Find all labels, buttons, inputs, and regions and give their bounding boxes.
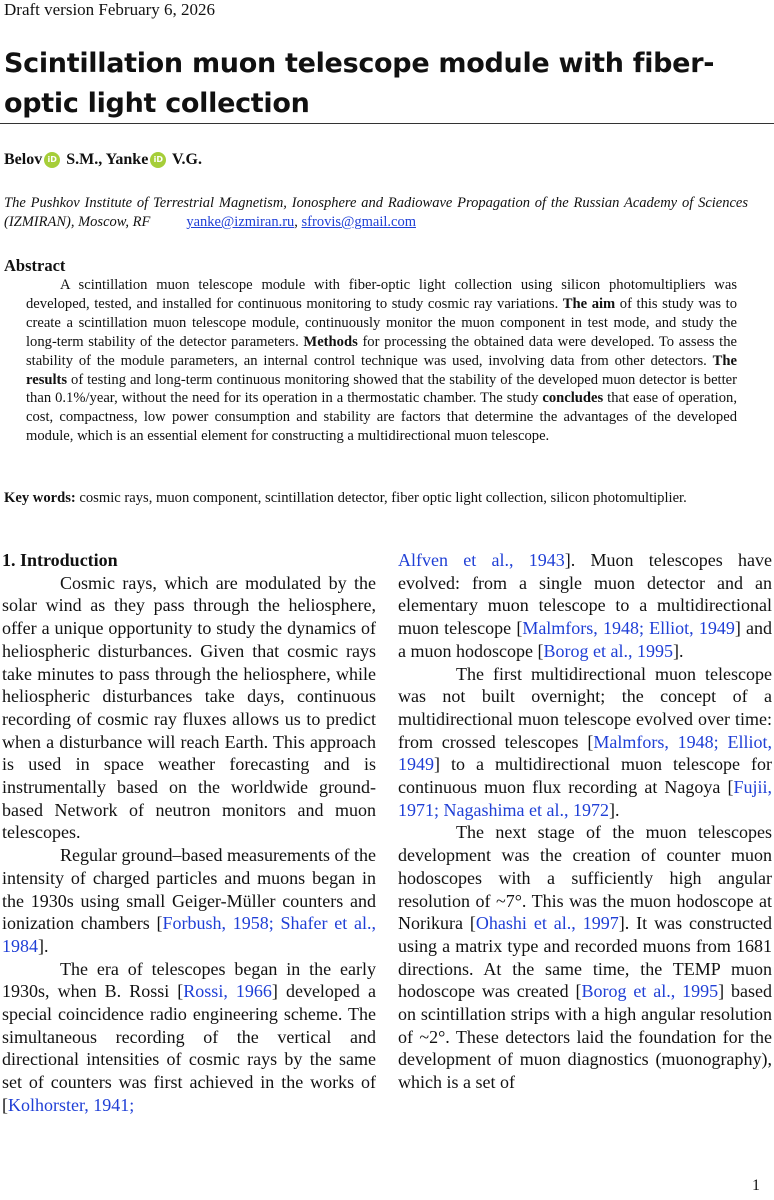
- section-heading-introduction: 1. Introduction: [2, 550, 118, 570]
- citation-link[interactable]: Ohashi et al., 1997: [475, 913, 619, 934]
- paragraph-text: ].: [672, 640, 684, 661]
- keywords-label: Key words:: [4, 490, 76, 506]
- paragraph-text: ] based on scintillation strips with a high angular resolution of ~2°. These detectors laid the foundation for the development of muon diagnostics (muonography), which is a set of: [398, 981, 772, 1093]
- paragraph-text: ] developed a special coincidence radio engineering scheme. The simultaneous recording of the vertical and directional intensities of cosmic rays by the same set of counters was first achieved in the works of [: [2, 981, 376, 1115]
- citation-link[interactable]: Malmfors, 1948; Elliot, 1949: [522, 618, 735, 639]
- paragraph-text: ]. It was constructed using a matrix type and recorded muons from 1681 directions. At the same time, the TEMP muon hodoscope was created [: [398, 913, 772, 1002]
- paper-title: Scintillation muon telescope module with fiber-optic light collection: [4, 48, 715, 119]
- citation-link[interactable]: Borog et al., 1995: [543, 640, 673, 661]
- paragraph-text: ] and a muon hodoscope [: [398, 618, 772, 661]
- orcid-icon[interactable]: iD: [44, 152, 60, 168]
- abstract-text: of testing and long-term continuous monitoring showed that the stability of the developed muon detector is better than 0.1%/year, without the need for its operation in a thermostatic chamber. The study: [26, 371, 737, 407]
- paragraph: Cosmic rays, which are modulated by the solar wind as they pass through the heliosphere, offer a unique opportunity to study the dynamics of heliospheric disturbances. Given that cosmic rays take minutes to pass through the heliosphere, while heliospheric disturbances take days, continuous recording of cosmic ray fluxes allows us to predict when a disturbance will reach Earth. This approach is used in space weather forecasting and is instrumentally based on the worldwide ground-based Network of neutron monitors and muon telescopes.: [2, 572, 376, 843]
- orcid-icon[interactable]: iD: [150, 152, 166, 168]
- right-column: [398, 549, 772, 1094]
- paragraph: [398, 663, 772, 822]
- abstract-text: that ease of operation, cost, compactness, low power consumption and stability are factors that determine the advantages of the developed module, which is an essential element for constructing a multidirectional muon telescope.: [26, 390, 737, 445]
- author-line: [4, 149, 202, 171]
- paragraph-text: ].: [608, 799, 620, 820]
- citation-link[interactable]: Malmfors, 1948; Elliot, 1949: [398, 731, 772, 775]
- abstract-text: for processing the obtained data were developed. To assess the stability of the module parameters, an internal control technique was used, involving data from other detectors.: [26, 333, 737, 369]
- paragraph-text: The era of telescopes began in the early 1930s, when B. Rossi [: [2, 958, 376, 1002]
- citation-link[interactable]: Forbush, 1958; Shafer et al., 1984: [2, 913, 377, 956]
- paragraph: [398, 821, 772, 1093]
- paragraph-text: Regular ground–based measurements of the intensity of charged particles and muons began in the 1930s using small Geiger-Müller counters and ionization chambers [: [2, 845, 376, 934]
- paragraph: [398, 549, 772, 663]
- paragraph-text: ]. Muon telescopes have evolved: from a single muon detector and an elementary muon telescope to a multidirectional muon telescope [: [398, 550, 773, 639]
- keywords: [4, 489, 771, 508]
- author-1-name: Belov: [4, 151, 43, 168]
- paragraph: [2, 958, 376, 1117]
- citation-link[interactable]: Borog et al., 1995: [581, 981, 719, 1002]
- draft-version-header: Draft version February 6, 2026: [4, 0, 216, 19]
- left-column: [2, 549, 376, 1117]
- affiliation-text: The Pushkov Institute of Terrestrial Magnetism, Ionosphere and Radiowave Propagation of the Russian Academy of Sciences (IZMIRAN), Moscow, RF: [4, 195, 748, 230]
- abstract-results-label: The results: [26, 352, 737, 388]
- title-rule: [0, 123, 774, 124]
- email-link-sfrovis[interactable]: sfrovis@gmail.com: [301, 214, 416, 230]
- abstract-text: A scintillation muon telescope module with fiber-optic light collection using silicon photomultipliers was developed, tested, and installed for continuous monitoring to study cosmic ray variations.: [26, 277, 737, 312]
- paragraph-text: The first multidirectional muon telescope was not built overnight; the concept of a multidirectional muon telescope evolved over time: from crossed telescopes [: [398, 663, 772, 752]
- citation-link[interactable]: Fujii, 1971; Nagashima et al., 1972: [398, 777, 772, 820]
- paragraph-text: The next stage of the muon telescopes development was the creation of counter muon hodoscopes with a sufficiently high angular resolution of ~7°. This was the muon hodoscope at Norikura [: [398, 822, 772, 934]
- abstract-concludes-label: concludes: [542, 390, 604, 407]
- abstract-body: [26, 276, 737, 446]
- paragraph: [2, 844, 376, 958]
- affiliation: [4, 194, 748, 232]
- author-2-initials: V.G.: [168, 151, 202, 168]
- abstract-heading: Abstract: [4, 256, 66, 275]
- abstract-text: of this study was to create a scintillation muon telescope module, continuously monitor the muon component in test mode, and study the long-term stability of the detector parameters.: [26, 295, 738, 350]
- paragraph-text: ].: [38, 935, 49, 956]
- email-separator: ,: [294, 214, 302, 230]
- keywords-text: cosmic rays, muon component, scintillation detector, fiber optic light collection, silicon photomultiplier.: [75, 490, 687, 506]
- abstract-methods-label: Methods: [303, 333, 358, 350]
- citation-link[interactable]: Alfven et al., 1943: [398, 550, 565, 570]
- abstract-aim-label: The aim: [562, 295, 616, 312]
- citation-link[interactable]: Kolhorster, 1941;: [8, 1094, 135, 1115]
- page-number: 1: [752, 1177, 760, 1194]
- citation-link[interactable]: Rossi, 1966: [183, 981, 272, 1002]
- author-2-name: S.M., Yanke: [62, 151, 149, 168]
- paragraph-text: ] to a multidirectional muon telescope for continuous muon flux recording at Nagoya [: [398, 754, 772, 798]
- email-link-yanke[interactable]: yanke@izmiran.ru: [186, 214, 295, 230]
